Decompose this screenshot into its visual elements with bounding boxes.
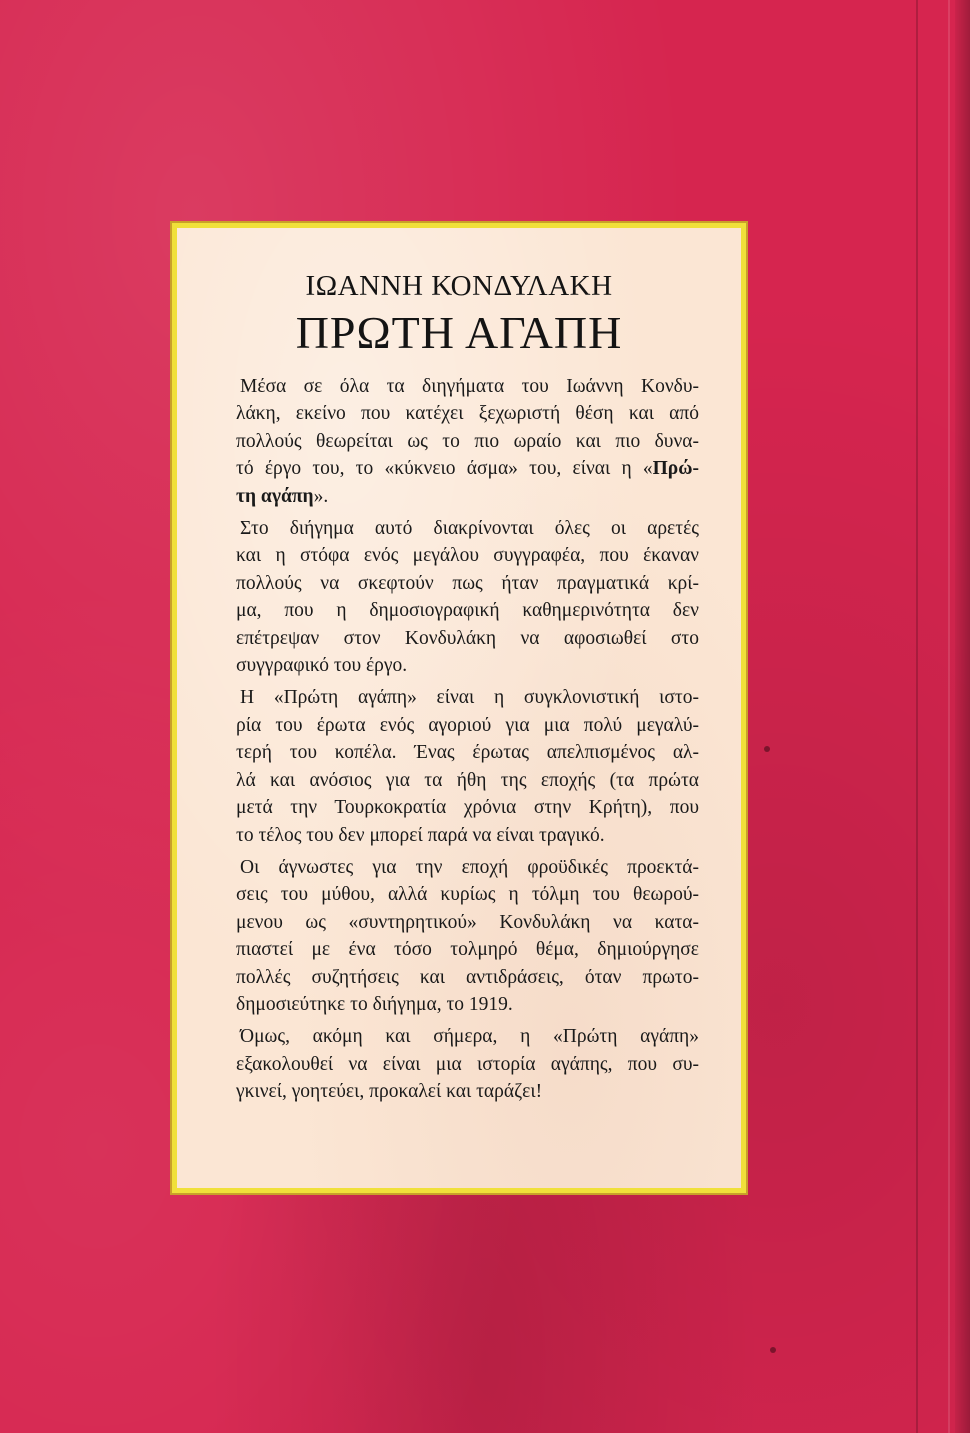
author-name: ΙΩΑΝΝΗ ΚΟΝΔΥΛΑΚΗ — [305, 270, 613, 302]
text-line: γκινεί, γοητεύει, προκαλεί και ταράζει! — [236, 1081, 543, 1103]
text-line: πολλούς να σκεφτούν πως ήταν πραγματικά κρί- — [236, 572, 699, 594]
blurb-paragraph — [233, 515, 699, 679]
book-title: ΠΡΩΤΗ ΑΓΑΠΗ — [295, 307, 623, 358]
bold-title-run: τη αγάπη — [236, 485, 314, 507]
blurb-paragraph — [233, 684, 699, 848]
blurb-paragraph — [233, 854, 699, 1018]
text-line: και η στόφα ενός μεγάλου συγγραφέα, που έκαναν — [236, 545, 699, 567]
text-line: επέτρεψαν στον Κονδυλάκη να αφοσιωθεί στο — [236, 627, 699, 649]
text-run: ». — [313, 485, 329, 507]
text-run: τό έργο του, το «κύκνειο άσμα» του, είναι η « — [236, 458, 653, 480]
text-line: λάκη, εκείνο που κατέχει ξεχωριστή θέση και από — [236, 403, 699, 425]
paper-speck — [770, 1347, 776, 1353]
text-line: εξακολουθεί να είναι μια ιστορία αγάπης, που συ- — [236, 1053, 699, 1075]
text-line: σεις του μύθου, αλλά κυρίως η τόλμη του θεωρού- — [236, 884, 699, 906]
bold-title-run: Πρώ- — [652, 458, 699, 480]
text-line: Η «Πρώτη αγάπη» είναι η συγκλονιστική ιστο- — [240, 687, 699, 709]
text-line: λά και ανόσιος για τα ήθη της εποχής (τα πρώτα — [236, 769, 699, 791]
fold-crease — [948, 0, 950, 1433]
text-line: ρία του έρωτα ενός αγοριού για μια πολύ μεγαλύ- — [236, 714, 699, 736]
text-line: πολλές συζητήσεις και αντιδράσεις, όταν πρωτο- — [236, 966, 699, 988]
text-line: μενου ως «συντηρητικού» Κονδυλάκη να κατα- — [236, 911, 699, 933]
blurb-paragraph — [233, 1023, 699, 1105]
text-line: Μέσα σε όλα τα διηγήματα του Ιωάννη Κονδυ- — [240, 376, 699, 397]
text-line: Οι άγνωστες για την εποχή φροϋδικές προεκτά- — [240, 856, 699, 878]
text-line: δημοσιεύτηκε το διήγημα, το 1919. — [236, 993, 513, 1015]
text-line: τερή του κοπέλα. Ένας έρωτας απελπισμένος αλ- — [236, 742, 699, 764]
fold-crease — [916, 0, 918, 1433]
text-line: το τέλος του δεν μπορεί παρά να είναι τραγικό. — [236, 824, 605, 846]
text-line: συγγραφικό του έργο. — [236, 655, 408, 677]
cover-edge-shadow — [955, 0, 970, 1433]
text-line — [233, 455, 699, 482]
blurb-panel — [172, 223, 746, 1193]
paper-speck — [764, 746, 770, 752]
text-line — [233, 483, 699, 510]
text-line: πιαστεί με ένα τόσο τολμηρό θέμα, δημιούργησε — [236, 939, 699, 961]
text-line: μετά την Τουρκοκρατία χρόνια στην Κρήτη), που — [236, 797, 699, 819]
blurb-text — [233, 373, 699, 1111]
blurb-paragraph — [233, 373, 699, 510]
text-line: Όμως, ακόμη και σήμερα, η «Πρώτη αγάπη» — [240, 1026, 699, 1048]
text-line: Στο διήγημα αυτό διακρίνονται όλες οι αρετές — [240, 518, 699, 540]
text-line: μα, που η δημοσιογραφική καθημερινότητα δεν — [236, 600, 699, 622]
text-line: πολλούς θεωρείται ως το πιο ωραίο και πιο δυνα- — [236, 430, 699, 452]
